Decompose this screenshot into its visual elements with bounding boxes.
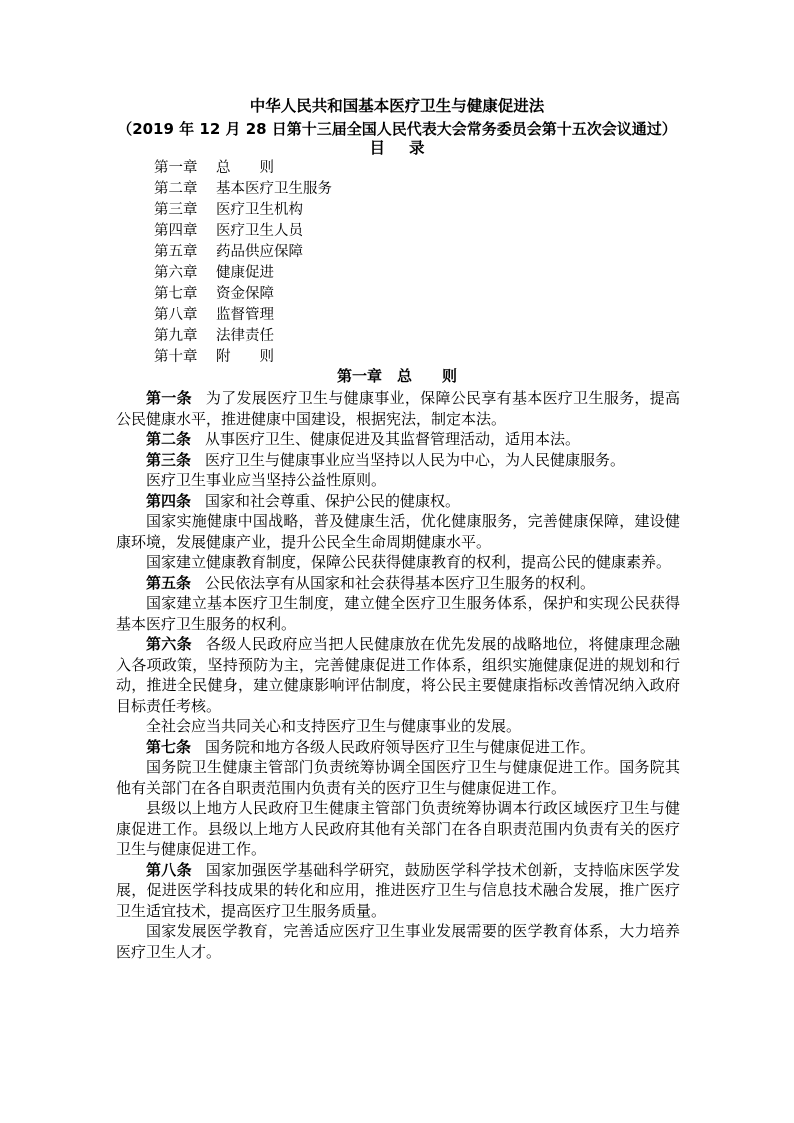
document-title: 中华人民共和国基本医疗卫生与健康促进法 xyxy=(249,97,545,115)
toc-chapter-name: 药品供应保障 xyxy=(216,244,303,260)
article-text: 从事医疗卫生、健康促进及其监督管理活动，适用本法。 xyxy=(205,430,581,448)
article-text: 国家和社会尊重、保护公民的健康权。 xyxy=(205,491,461,510)
article-text: 国务院卫生健康主管部门负责统筹协调全国医疗卫生与健康促进工作。国务院其他有关部门在各自职责范围内负责有关的医疗卫生与健康促进工作。 xyxy=(116,758,680,797)
article-paragraph xyxy=(116,737,680,758)
toc-item xyxy=(154,305,332,326)
toc-heading-char-2: 录 xyxy=(409,139,425,157)
toc-chapter-name: 法律责任 xyxy=(216,328,274,344)
article-text: 各级人民政府应当把人民健康放在优先发展的战略地位，将健康理念融入各项政策，坚持预防为主，完善健康促进工作体系，组织实施健康促进的规划和行动，推进全民健身，建立健康影响评估制度，将公民主要健康指标改善情况纳入政府目标责任考核。 xyxy=(116,635,680,715)
toc-chapter-number: 第三章 xyxy=(154,202,198,218)
article-paragraph xyxy=(116,634,680,716)
document-subtitle: （2019 年 12 月 28 日第十三届全国人民代表大会常务委员会第十五次会议通过） xyxy=(117,120,677,138)
toc-chapter-name: 资金保障 xyxy=(216,286,274,302)
toc-item xyxy=(154,263,332,284)
article-paragraph xyxy=(116,450,680,471)
toc-chapter-number: 第二章 xyxy=(154,181,198,197)
chapter-heading: 第一章 总 则 xyxy=(336,367,457,385)
toc-heading-char-1: 目 xyxy=(369,139,385,157)
toc-item xyxy=(154,242,332,263)
document-body xyxy=(116,388,680,962)
article-paragraph xyxy=(116,470,680,491)
toc-chapter-number: 第十章 xyxy=(154,349,198,365)
article-paragraph xyxy=(116,593,680,634)
toc-chapter-name: 附 则 xyxy=(216,349,274,365)
toc-heading xyxy=(0,138,794,158)
article-text: 县级以上地方人民政府卫生健康主管部门负责统筹协调本行政区域医疗卫生与健康促进工作。县级以上地方人民政府其他有关部门在各自职责范围内负责有关的医疗卫生与健康促进工作。 xyxy=(116,799,680,858)
article-text: 全社会应当共同关心和支持医疗卫生与健康事业的发展。 xyxy=(146,717,522,735)
table-of-contents xyxy=(154,158,332,368)
article-text: 公民依法享有从国家和社会获得基本医疗卫生服务的权利。 xyxy=(205,573,596,592)
toc-item xyxy=(154,347,332,368)
toc-chapter-name: 总 则 xyxy=(216,160,274,176)
article-paragraph xyxy=(116,757,680,798)
toc-chapter-number: 第六章 xyxy=(154,265,198,281)
article-label: 第四条 xyxy=(146,491,192,510)
article-paragraph xyxy=(116,552,680,573)
article-label: 第三条 xyxy=(146,450,192,469)
toc-chapter-name: 医疗卫生机构 xyxy=(216,202,303,218)
article-text: 医疗卫生与健康事业应当坚持以人民为中心，为人民健康服务。 xyxy=(205,450,626,469)
article-label: 第七条 xyxy=(146,737,192,756)
article-label: 第六条 xyxy=(146,635,192,653)
article-text: 为了发展医疗卫生与健康事业，保障公民享有基本医疗卫生服务，提高公民健康水平，推进健康中国建设，根据宪法，制定本法。 xyxy=(116,389,680,428)
toc-chapter-name: 监督管理 xyxy=(216,307,274,323)
article-text: 国家加强医学基础科学研究，鼓励医学科学技术创新，支持临床医学发展，促进医学科技成果的转化和应用，推进医疗卫生与信息技术融合发展，推广医疗卫生适宜技术，提高医疗卫生服务质量。 xyxy=(116,860,680,920)
article-paragraph xyxy=(116,388,680,429)
article-paragraph xyxy=(116,511,680,552)
article-text: 医疗卫生事业应当坚持公益性原则。 xyxy=(146,471,387,489)
toc-item xyxy=(154,221,332,242)
toc-chapter-name: 基本医疗卫生服务 xyxy=(216,181,332,197)
toc-chapter-name: 医疗卫生人员 xyxy=(216,223,303,239)
toc-item xyxy=(154,326,332,347)
article-text: 国家实施健康中国战略，普及健康生活，优化健康服务，完善健康保障，建设健康环境，发展健康产业，提升公民全生命周期健康水平。 xyxy=(116,512,680,551)
article-paragraph xyxy=(116,429,680,450)
article-paragraph xyxy=(116,860,680,922)
toc-chapter-number: 第四章 xyxy=(154,223,198,239)
article-text: 国家建立健康教育制度，保障公民获得健康教育的权利，提高公民的健康素养。 xyxy=(146,553,672,571)
article-label: 第八条 xyxy=(146,860,192,879)
article-paragraph xyxy=(116,921,680,962)
article-label: 第五条 xyxy=(146,573,192,592)
toc-chapter-number: 第五章 xyxy=(154,244,198,260)
toc-item xyxy=(154,179,332,200)
toc-chapter-name: 健康促进 xyxy=(216,265,274,281)
toc-chapter-number: 第九章 xyxy=(154,328,198,344)
toc-chapter-number: 第八章 xyxy=(154,307,198,323)
toc-chapter-number: 第一章 xyxy=(154,160,198,176)
article-paragraph xyxy=(116,798,680,860)
toc-item xyxy=(154,284,332,305)
toc-chapter-number: 第七章 xyxy=(154,286,198,302)
article-label: 第二条 xyxy=(146,430,192,448)
article-text: 国务院和地方各级人民政府领导医疗卫生与健康促进工作。 xyxy=(205,737,596,756)
toc-item xyxy=(154,158,332,179)
article-label: 第一条 xyxy=(146,389,192,407)
toc-item xyxy=(154,200,332,221)
article-paragraph xyxy=(116,491,680,512)
article-text: 国家建立基本医疗卫生制度，建立健全医疗卫生服务体系，保护和实现公民获得基本医疗卫生服务的权利。 xyxy=(116,594,680,633)
article-text: 国家发展医学教育，完善适应医疗卫生事业发展需要的医学教育体系，大力培养医疗卫生人才。 xyxy=(116,922,680,961)
article-paragraph xyxy=(116,716,680,737)
article-paragraph xyxy=(116,573,680,594)
